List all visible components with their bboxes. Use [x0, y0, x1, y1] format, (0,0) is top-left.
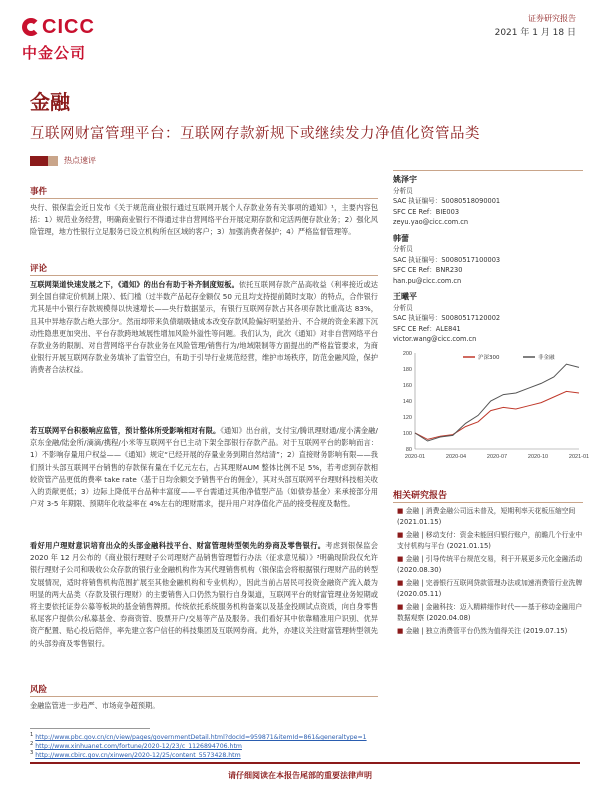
related-item[interactable]: ■ 金融 | 金融科技：迈入精耕细作时代——基于移动金融用户数据观察 (2020.04.08)	[397, 603, 583, 622]
y-tick-label: 200	[402, 351, 412, 357]
footnote-3: $^3$ http://www.cbirc.gov.cn/xinwen/2020-12/25/content_5573428.htm	[30, 750, 241, 760]
analyst-email[interactable]: han.pu@cicc.com.cn	[393, 276, 462, 285]
performance-chart	[393, 345, 590, 467]
analyst-role: 分析员	[393, 303, 413, 312]
y-tick-label: 180	[402, 367, 412, 373]
analyst-name: 韩蕾	[393, 233, 409, 243]
report-title: 互联网财富管理平台：互联网存款新规下或继续发力净值化资管品类	[30, 126, 480, 142]
risk-divider	[30, 696, 378, 697]
footnote-1: $^1$ http://www.pbc.gov.cn/cn/view/pages/governmentDetail.html?docId=959871&itemId=861&generaltype=1	[30, 732, 367, 742]
analyst-role: 分析员	[393, 245, 413, 253]
legend-label: 沪深300	[478, 355, 500, 361]
analyst-email[interactable]: zeyu.yao@cicc.com.cn	[393, 218, 469, 226]
analyst-sfc: SFC CE Ref：BIE003	[393, 207, 460, 216]
y-tick-label: 80	[405, 447, 412, 453]
report-tag: 热点速评	[64, 156, 96, 165]
header-meta	[495, 12, 576, 40]
analyst-list	[393, 170, 583, 345]
logo-en: CICC	[42, 16, 95, 38]
event-divider	[30, 198, 378, 199]
comment-heading: 评论	[30, 264, 48, 274]
footnote-link-2[interactable]: http://www.xinhuanet.com/fortune/2020-12/23/c_1126894706.htm	[35, 743, 242, 751]
analyst-email[interactable]: victor.wang@cicc.com.cn	[393, 335, 477, 343]
y-tick-label: 100	[402, 431, 412, 437]
related-item[interactable]: ■ 金融 | 独立消费管平台仍然为值得关注 (2019.07.15)	[397, 627, 568, 635]
event-text: 央行、银保监会近日发布《关于规范商业银行通过互联网开展个人存款业务有关事项的通知》¹，主要内容包括：1）规范业务经营，明确商业银行不得通过非自营网络平台开展定期存款和定活两便存款业务；2）强化风险管理，地方性银行立足服务已设立机构所在区域的客户；3）加强消费者保护；4）严格监督管理等。	[30, 203, 378, 237]
analyst-card	[393, 292, 583, 345]
comment-p2-lead: 若互联网平台积极响应监管，预计整体所受影响相对有限。	[30, 426, 221, 435]
cicc-logo	[22, 14, 95, 66]
analyst-sac: SAC 执证编号：S0080517120002	[393, 314, 501, 322]
y-tick-label: 160	[402, 383, 412, 389]
analyst-divider	[393, 170, 583, 171]
related-item[interactable]: ■ 金融 | 完善银行互联网贷款管理办法或加速消费管行业洗牌 (2020.05.11)	[397, 579, 583, 598]
y-tick-label: 140	[402, 399, 412, 405]
comment-p3-lead: 看好用户理财意识培育出众的头部金融科技平台、财富管理转型领先的券商及零售银行。	[30, 541, 326, 550]
x-tick-label: 2020-10	[527, 454, 549, 460]
analyst-sfc: SFC CE Ref：BNR230	[393, 266, 463, 274]
analyst-role: 分析员	[393, 186, 413, 195]
related-divider	[393, 502, 583, 503]
report-type: 证券研究报告	[528, 14, 576, 23]
analyst-sfc: SFC CE Ref：ALE841	[393, 324, 461, 333]
comment-paragraph-3	[30, 540, 378, 650]
comment-paragraph-1	[30, 279, 378, 377]
tag-bar-accent	[48, 156, 58, 166]
analyst-name: 王曦平	[393, 292, 417, 301]
comment-p1-body: 依托互联网存款产品高收益（利率接近或达到全国自律定价机制上限）、低门槛（过半数产品起存金额仅 50 元且均支持提前随时支取）的特点，合作银行尤其是中小银行存款规模得以快速增长——央行数据显示，有银行互联网存款占其各项存款比重高达 83%，且其中异地存款占绝大部分²。然而却带来负债端吸储成本改变存款风险偏好明显抬升、不合规的资金来源下沉动性隐患更加突出、平台存款跨地域展性增加风险外溢性等问题。我们认为，此次《通知》对非自营网络平台存款业务的限制、对自营网络平台存款业务在风险管理/销售行为/地域限制等方面提出的严格监管要求，为商业银行开展互联网存款业务填补了监管空白，有助于引导行业规范经营，维护市场秩序，防范金融风险，保护消费者合法权益。	[30, 280, 378, 375]
footer-divider	[30, 762, 580, 764]
analyst-sac: SAC 执证编号：S0080518090001	[393, 197, 501, 205]
report-date: 2021 年 1 月 18 日	[494, 28, 576, 38]
event-heading: 事件	[30, 187, 48, 197]
analyst-card	[393, 175, 583, 228]
footnote-divider	[30, 728, 150, 729]
analyst-sac: SAC 执证编号：S0080517100003	[393, 255, 501, 264]
x-tick-label: 2020-07	[486, 454, 508, 460]
related-item[interactable]: ■ 金融 | 消费金融公司远未普及，短期利率天花板压缩空间 (2021.01.15)	[397, 507, 576, 526]
related-item[interactable]: ■ 金融 | 引导传统平台规范交易，利于开展更多元化金融活动 (2020.08.30)	[397, 555, 583, 574]
series-line-1	[415, 364, 579, 441]
logo-cn: 中金公司	[22, 44, 87, 62]
comment-p1-lead: 互联网渠道快速发展之下，《通知》的出台有助于补齐制度短板。	[30, 280, 239, 289]
footnote-2: $^2$ http://www.xinhuanet.com/fortune/2020-12/23/c_1126894706.htm	[30, 741, 242, 751]
risk-heading: 风险	[30, 685, 48, 695]
analyst-name: 姚泽宇	[393, 175, 417, 184]
legend-label: 非金融	[538, 355, 555, 361]
comment-p2-body: 《通知》出台前，支付宝/腾讯理财通/度小满金融/京东金融/陆金所/滴滴/携程/小米等互联网平台已主动下架全部银行存款产品。对于互联网平台的影响而言：1）不影响存量用户权益——《通知》规定“已经开展的存量业务到期自然结清”；2）直接财务影响有限——我们预计头部互联网平台销售的存款保有量在千亿元左右，占其理财AUM 整体比例不足 5%，若考虑到存款相较资管产品更低的费率 take rate（基于日均余额交予销售平台的佣金），其对头部互联网平台理财科技相关收入的贡献更低；3）边际上降低平台品种丰富度——平台需通过其他净值型产品（如债券基金）来承接部分用户对 3-5 年期限、预期年化收益率在 4%左右的理财需求，提升用户对净值化产品的接受程度及黏性。	[30, 426, 378, 509]
series-line-0	[415, 391, 579, 439]
comment-p3-body: 考虑到银保监会 2020 年 12 月公布的《商业银行理财子公司理财产品销售管理暂行办法（征求意见稿）》³明确现阶段仅允许银行理财子公司和吸收公众存款的银行业金融机构作为其代理销售机构（银保监会将根据银行理财产品的转型发展情况，适时将销售机构范围扩展至其他金融机构和专业机构），因此当前占居民可投资金融资产流入最为明显的两大品类（存款及银行理财）的主要销售入口仍然为银行自身渠道，互联网平台的财富管理业务短期或将主要依托证券公募等板块的基金销售牌照。传统依托系统服务机构备案以及基金投顾试点资质，向自身零售私尾客户提供公/私募基金、券商资管、股票开户/交易等产品及服务。我们看好其中依靠精准用户识别、优异资产配置、贴心投后陪伴，率先建立客户信任的科技集团及互联网券商。此外，亦建议关注财富管理转型领先的头部券商及零售银行。	[30, 541, 378, 648]
related-heading: 相关研究报告	[393, 491, 448, 501]
comment-divider	[30, 275, 378, 276]
footnote-link-1[interactable]: http://www.pbc.gov.cn/cn/view/pages/governmentDetail.html?docId=959871&itemId=861&generaltype=1	[35, 734, 367, 742]
related-item[interactable]: ■ 金融 | 移动支付：资金未能回归银行账户，前瞻几个行业中支付机构与平台 (2021.01.15)	[397, 531, 583, 550]
y-tick-label: 120	[402, 415, 412, 421]
sector-title: 金融	[30, 90, 70, 114]
x-tick-label: 2021-01	[568, 454, 590, 460]
legal-footer: 请仔细阅读在本报告尾部的重要法律声明	[228, 771, 372, 780]
x-tick-label: 2020-04	[445, 454, 467, 460]
comment-paragraph-2	[30, 425, 378, 510]
footnote-link-3[interactable]: http://www.cbirc.gov.cn/xinwen/2020-12/25/content_5573428.htm	[35, 752, 241, 760]
x-tick-label: 2020-01	[404, 454, 426, 460]
analyst-card	[393, 234, 583, 287]
risk-text: 金融监管进一步趋严、市场竞争超预期。	[30, 701, 160, 710]
cicc-logo-mark-icon	[22, 18, 40, 36]
